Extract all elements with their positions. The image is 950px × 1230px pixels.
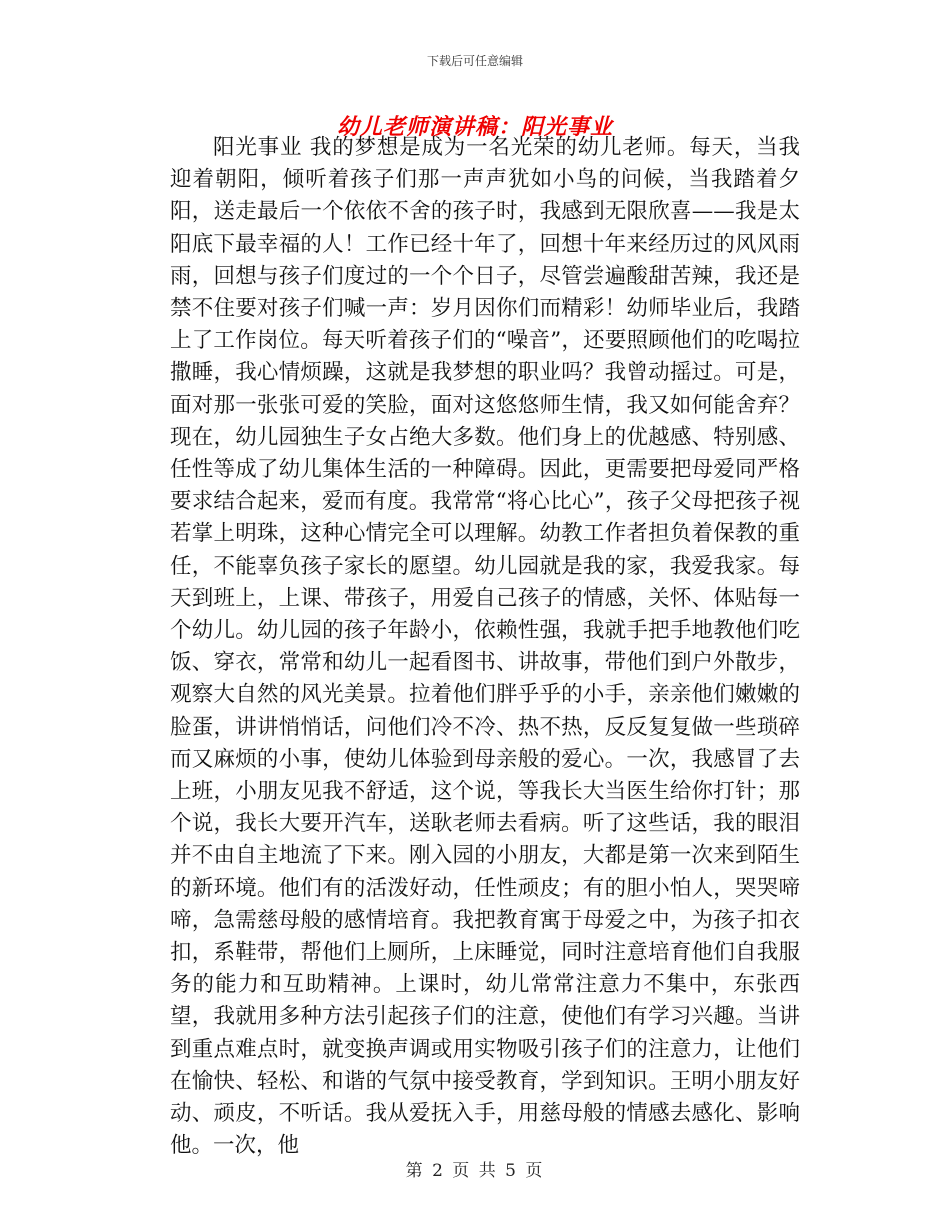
page-number: 第 2 页 共 5 页 [405,1161,545,1181]
document-title: 幼儿老师演讲稿：阳光事业 [336,115,613,140]
body-paragraph: 阳光事业 我的梦想是成为一名光荣的幼儿老师。每天，当我迎着朝阳，倾听着孩子们那一声声犹如小鸟的问候，当我踏着夕阳，送走最后一个依依不舍的孩子时，我感到无限欣喜——我是太阳底下最幸福的人！工作已经十年了，回想十年来经历过的风风雨雨，回想与孩子们度过的一个个日子，尽管尝遍酸甜苦辣，我还是禁不住要对孩子们喊一声：岁月因你们而精彩！幼师毕业后，我踏上了工作岗位。每天听着孩子们的“噪音”，还要照顾他们的吃喝拉撒睡，我心情烦躁，这就是我梦想的职业吗？我曾动摇过。可是，面对那一张张可爱的笑脸，面对这悠悠师生情，我又如何能舍弃？现在，幼儿园独生子女占绝大多数。他们身上的优越感、特别感、任性等成了幼儿集体生活的一种障碍。因此，更需要把母爱同严格要求结合起来，爱而有度。我常常“将心比心”，孩子父母把孩子视若掌上明珠，这种心情完全可以理解。幼教工作者担负着保教的重任，不能辜负孩子家长的愿望。幼儿园就是我的家，我爱我家。每天到班上，上课、带孩子，用爱自己孩子的情感，关怀、体贴每一个幼儿。幼儿园的孩子年龄小，依赖性强，我就手把手地教他们吃饭、穿衣，常常和幼儿一起看图书、讲故事，带他们到户外散步，观察大自然的风光美景。拉着他们胖乎乎的小手，亲亲他们嫩嫩的脸蛋，讲讲悄悄话，问他们冷不冷、热不热，反反复复做一些琐碎而又麻烦的小事，使幼儿体验到母亲般的爱心。一次，我感冒了去上班，小朋友见我不舒适，这个说，等我长大当医生给你打针；那个说，我长大要开汽车，送耿老师去看病。听了这些话，我的眼泪并不由自主地流了下来。刚入园的小朋友，大都是第一次来到陌生的新环境。他们有的活泼好动，任性顽皮；有的胆小怕人，哭哭啼啼，急需慈母般的感情培育。我把教育寓于母爱之中，为孩子扣衣扣，系鞋带，帮他们上厕所，上床睡觉，同时注意培育他们自我服务的能力和互助精神。上课时，幼儿常常注意力不集中，东张西望，我就用多种方法引起孩子们的注意，使他们有学习兴趣。当讲到重点难点时，就变换声调或用实物吸引孩子们的注意力，让他们在愉快、轻松、和谐的气氛中接受教育，学到知识。王明小朋友好动、顽皮，不听话。我从爱抚入手，用慈母般的情感去感化、影响他。一次，他 [170,135,800,1159]
header-note: 下载后可任意编辑 [426,54,523,68]
